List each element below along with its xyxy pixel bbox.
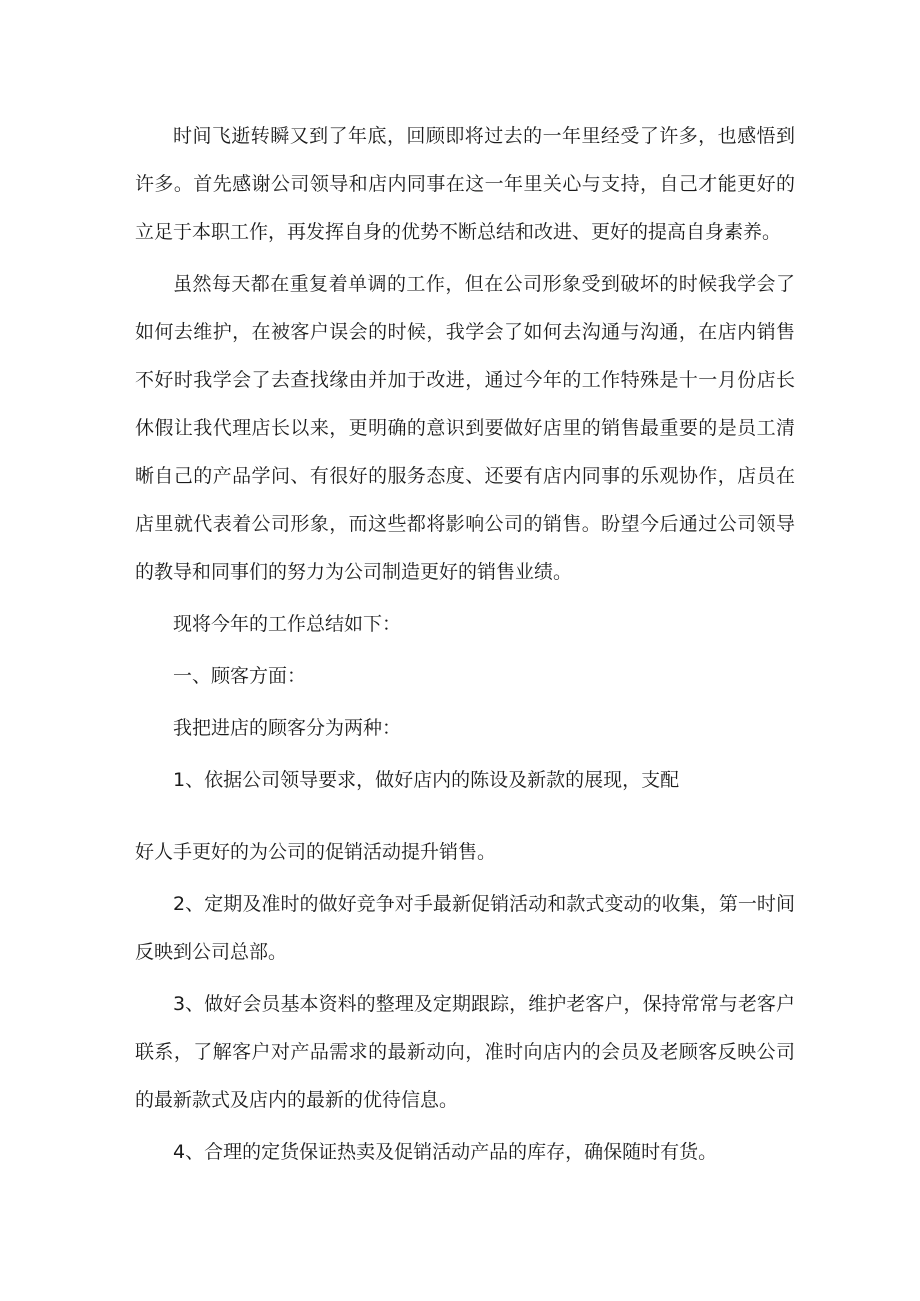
list-item-4: 4、合理的定货保证热卖及促销活动产品的库存，确保随时有货。 xyxy=(173,1141,718,1163)
list-item-1: 1、依据公司领导要求，做好店内的陈设及新款的展现，支配 xyxy=(173,769,680,791)
list-item-3: 3、做好会员基本资料的整理及定期跟踪，维护老客户，保持常常与老客户联系，了解客户对产品需求的最新动向，准时向店内的会员及老顾客反映公司的最新款式及店内的最新的优待信息。 xyxy=(135,993,795,1111)
paragraph-summary-lead: 现将今年的工作总结如下： xyxy=(173,613,402,635)
paragraph-reflection: 虽然每天都在重复着单调的工作，但在公司形象受到破坏的时候我学会了如何去维护，在被客户误会的时候，我学会了如何去沟通与沟通，在店内销售不好时我学会了去查找缘由并加于改进，通过今年的工作特殊是十一月份店长休假让我代理店长以来，更明确的意识到要做好店里的销售最重要的是员工清晰自己的产品学问、有很好的服务态度、还要有店内同事的乐观协作，店员在店里就代表着公司形象，而这些都将影响公司的销售。盼望今后通过公司领导的教导和同事们的努力为公司制造更好的销售业绩。 xyxy=(135,273,795,583)
paragraph-intro: 时间飞逝转瞬又到了年底，回顾即将过去的一年里经受了许多，也感悟到许多。首先感谢公司领导和店内同事在这一年里关心与支持，自己才能更好的立足于本职工作，再发挥自身的优势不断总结和改进、更好的提高自身素养。 xyxy=(135,125,795,243)
list-item-1-continued: 好人手更好的为公司的促销活动提升销售。 xyxy=(135,841,497,863)
section-heading-customers: 一、顾客方面： xyxy=(173,665,307,687)
paragraph-customer-types: 我把进店的顾客分为两种： xyxy=(173,717,402,739)
list-item-2: 2、定期及准时的做好竞争对手最新促销活动和款式变动的收集，第一时间反映到公司总部。 xyxy=(135,893,795,963)
document-body xyxy=(135,112,795,1176)
